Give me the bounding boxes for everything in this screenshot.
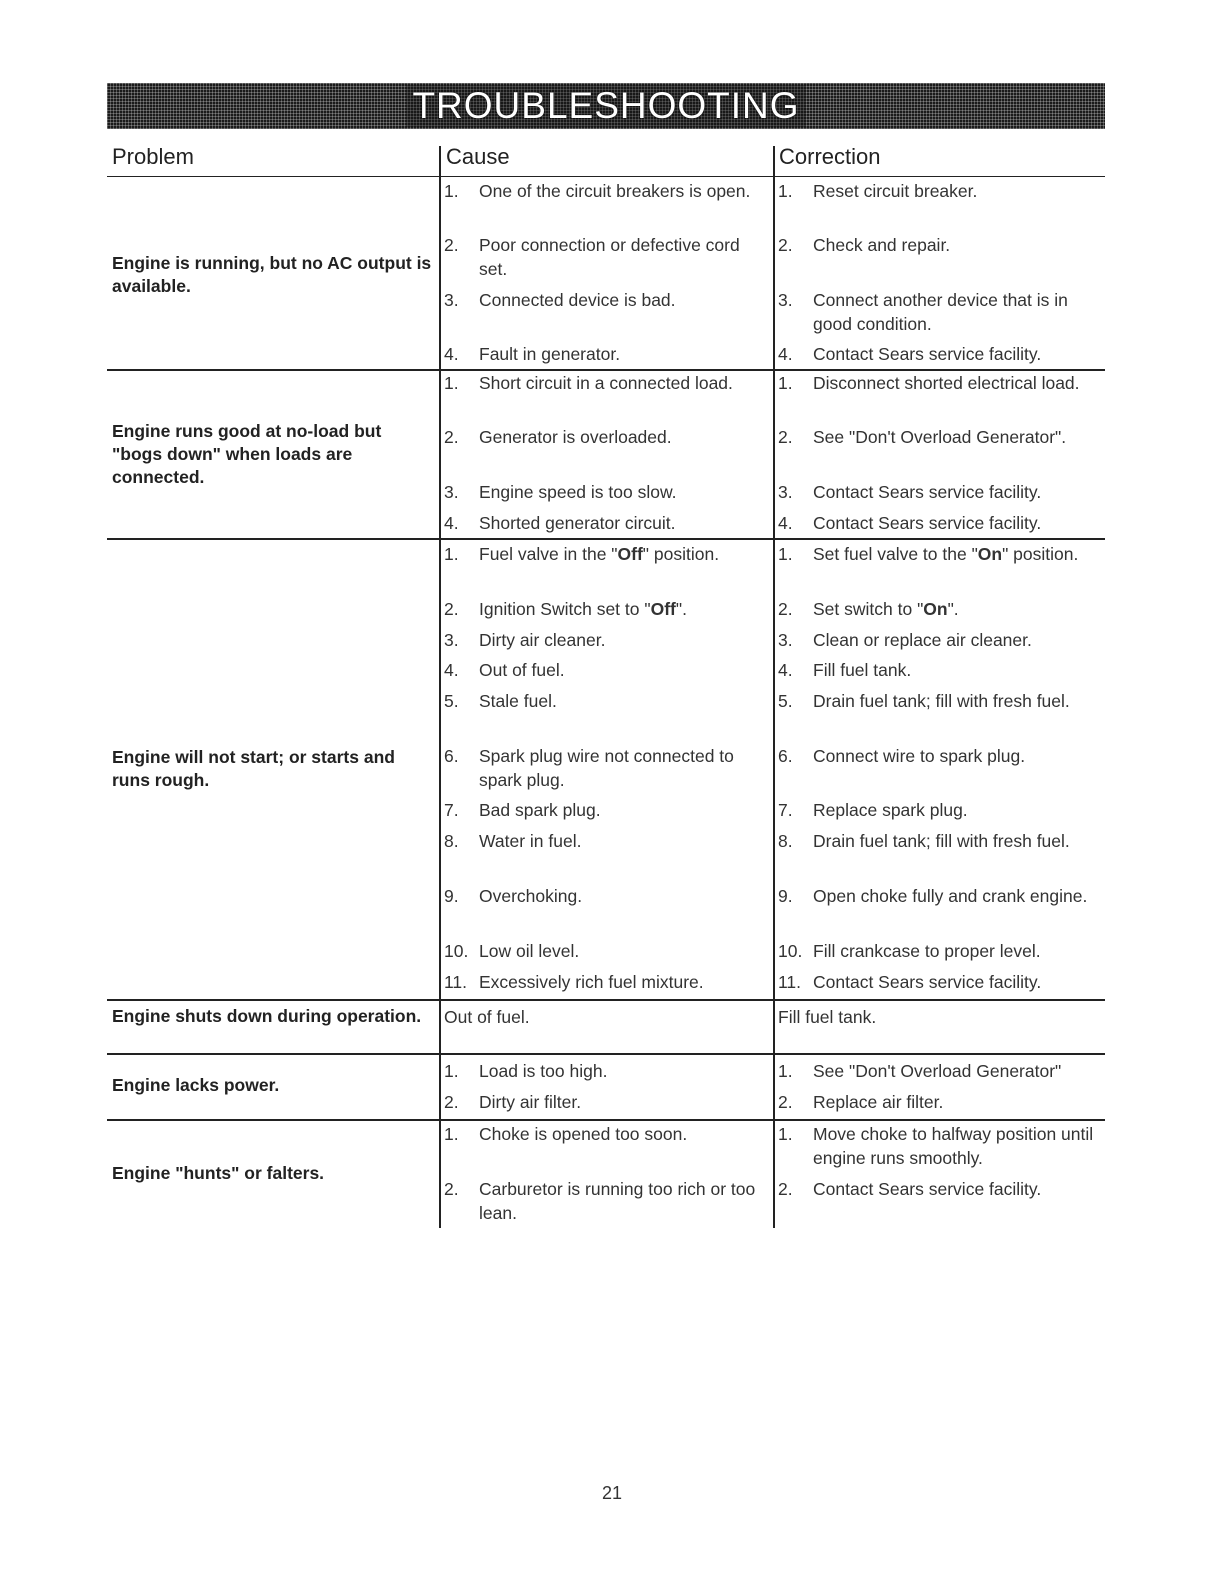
section-divider: [107, 538, 1105, 540]
problem-lacks-power: Engine lacks power.: [112, 1075, 280, 1095]
section-divider: [107, 1053, 1105, 1055]
problem-will-not-start: Engine will not start; or starts and runs rough.: [112, 747, 395, 790]
page-title: TROUBLESHOOTING: [406, 85, 805, 127]
problem-no-ac-output: Engine is running, but no AC output is available.: [112, 253, 432, 296]
header-divider: [107, 176, 1105, 177]
correction-text: Fill fuel tank.: [778, 1007, 877, 1027]
problem-bogs-down: Engine runs good at no-load but "bogs down" when loads are connected.: [112, 421, 382, 487]
correction-column-divider: [773, 146, 775, 1228]
title-banner: [107, 83, 1105, 129]
page-number: 21: [601, 1483, 623, 1503]
header-correction: Correction: [779, 144, 881, 169]
cause-column-divider: [439, 146, 441, 1228]
section-divider: [107, 1119, 1105, 1121]
header-problem: Problem: [112, 144, 194, 169]
problem-hunts-falters: Engine "hunts" or falters.: [112, 1163, 325, 1183]
problem-shuts-down: Engine shuts down during operation.: [112, 1006, 422, 1026]
section-divider: [107, 999, 1105, 1001]
header-cause: Cause: [446, 144, 510, 169]
cause-text: Out of fuel.: [444, 1007, 530, 1027]
